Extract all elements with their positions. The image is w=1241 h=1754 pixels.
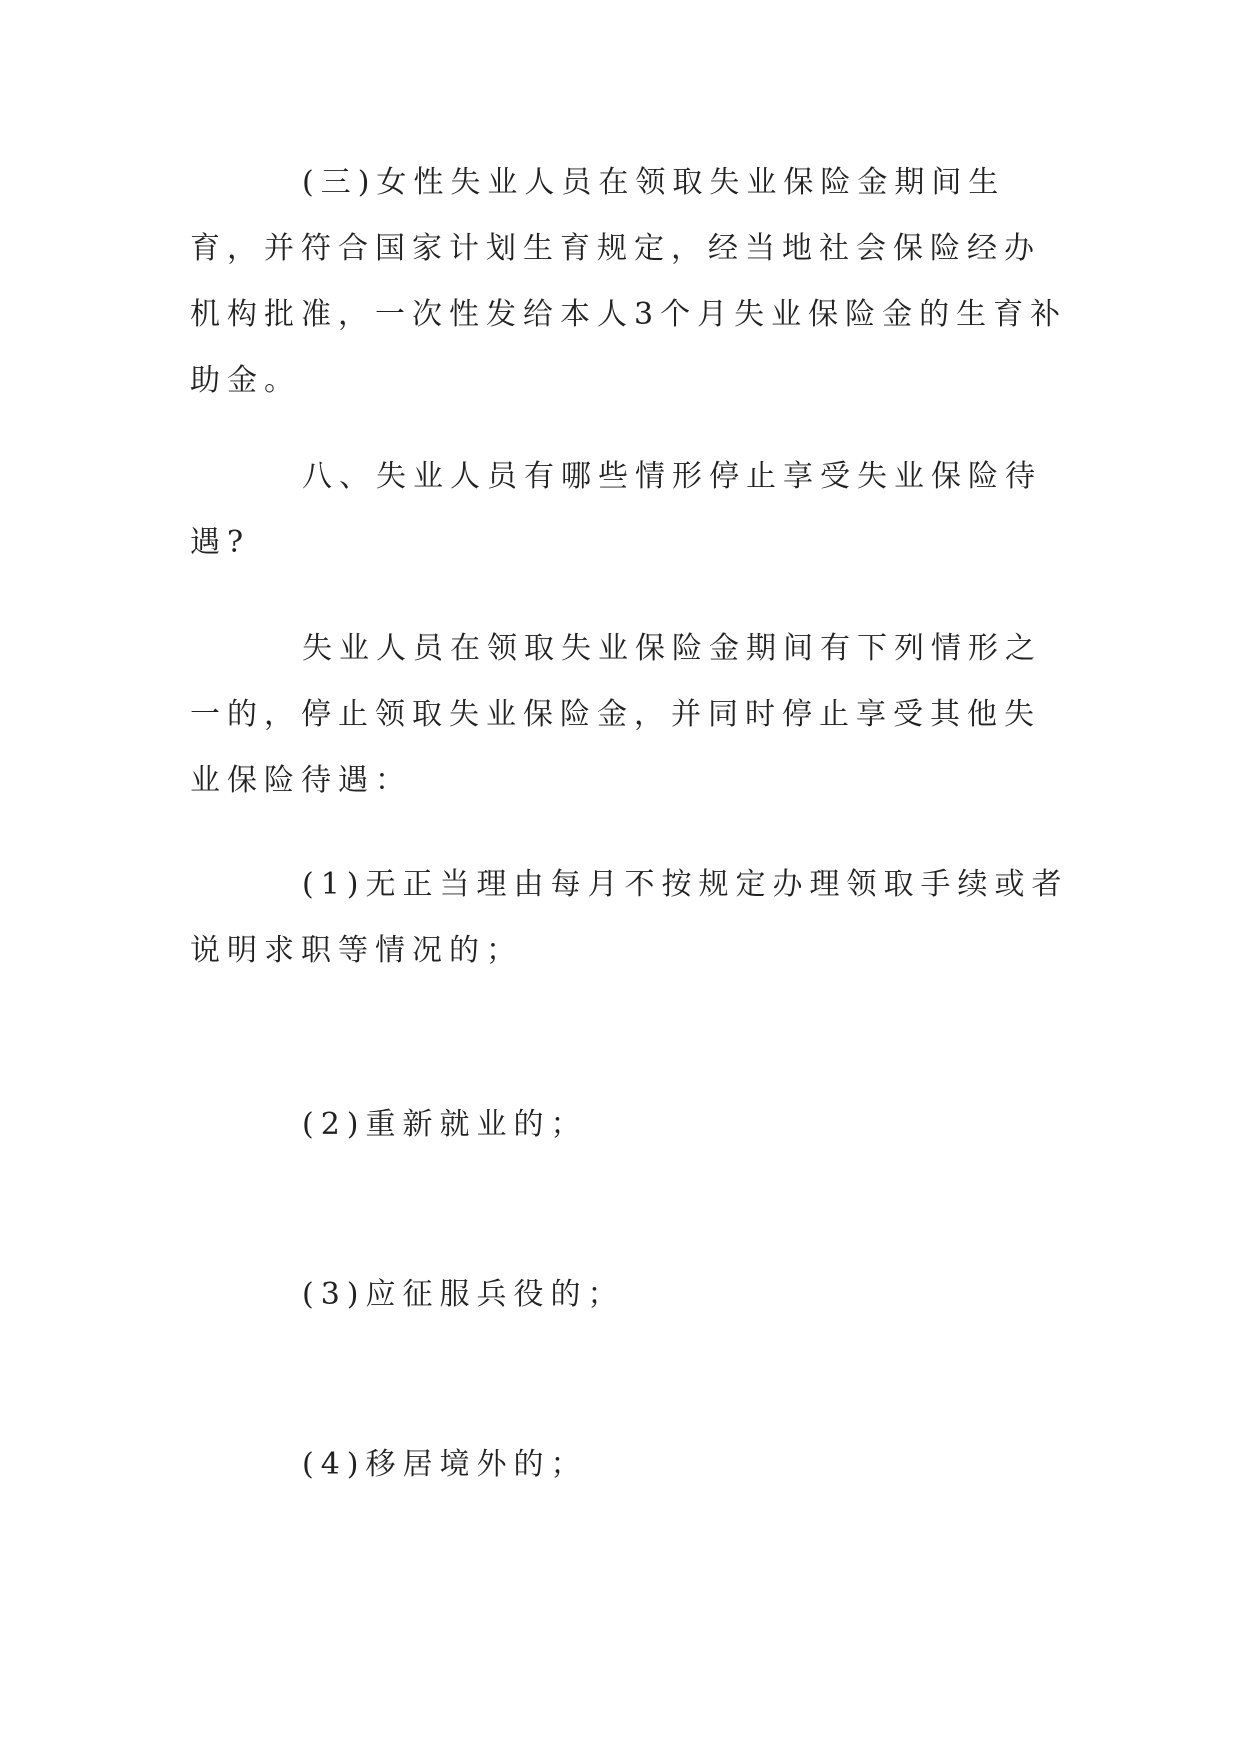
list-item-2: (2)重新就业的；	[302, 1107, 588, 1142]
paragraph-stop-conditions-intro: 失业人员在领取失业保险金期间有下列情形之一的，停止领取失业保险金，并同时停止享受其他失业保险待遇：	[190, 631, 1042, 798]
list-item-4: (4)移居境外的；	[302, 1447, 588, 1482]
paragraph-maternity-subsidy: (三)女性失业人员在领取失业保险金期间生育，并符合国家计划生育规定，经当地社会保险经办机构批准，一次性发给本人3个月失业保险金的生育补助金。	[190, 165, 1068, 398]
list-item-1: (1)无正当理由每月不按规定办理领取手续或者说明求职等情况的；	[190, 867, 1069, 968]
list-item-3: (3)应征服兵役的；	[302, 1277, 625, 1312]
section-heading-eight: 八、失业人员有哪些情形停止享受失业保险待遇?	[190, 459, 1042, 560]
